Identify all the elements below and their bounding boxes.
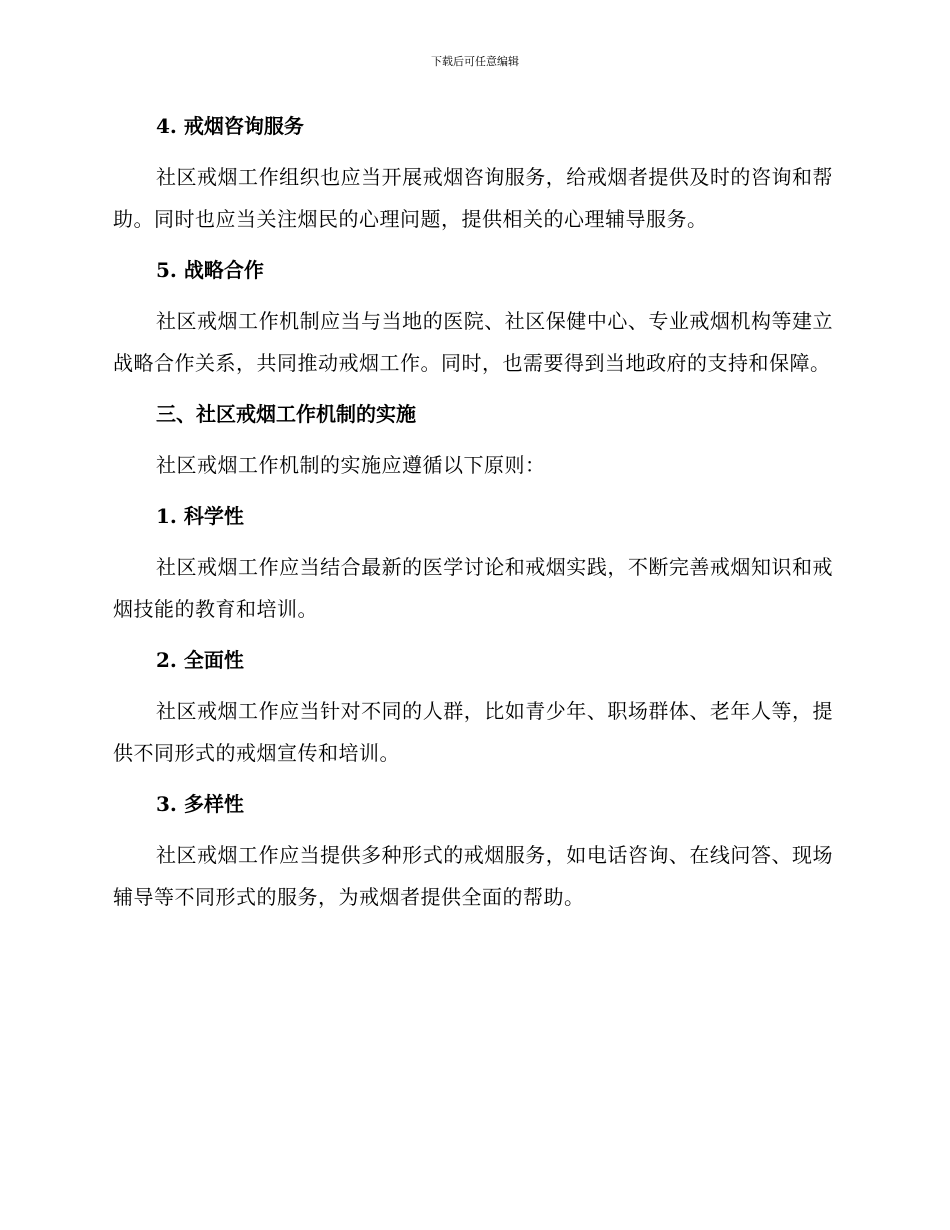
section-heading-cooperation: 5. 战略合作 [156,258,264,282]
paragraph-diversity: 社区戒烟工作应当提供多种形式的戒烟服务，如电话咨询、在线问答、现场辅导等不同形式的服务，为戒烟者提供全面的帮助。 [113,843,833,909]
section-heading-scientific: 1. 科学性 [156,504,244,528]
section-heading-comprehensive: 2. 全面性 [156,648,244,672]
paragraph-scientific: 社区戒烟工作应当结合最新的医学讨论和戒烟实践，不断完善戒烟知识和戒烟技能的教育和培训。 [113,555,833,621]
paragraph-principles-intro: 社区戒烟工作机制的实施应遵循以下原则： [156,453,546,477]
section-heading-diversity: 3. 多样性 [156,792,244,816]
chapter-heading-implementation: 三、社区戒烟工作机制的实施 [156,402,416,426]
section-heading-consulting: 4. 戒烟咨询服务 [156,114,304,138]
paragraph-comprehensive: 社区戒烟工作应当针对不同的人群，比如青少年、职场群体、老年人等，提供不同形式的戒烟宣传和培训。 [113,699,833,765]
page-header: 下载后可任意编辑 [431,55,519,68]
paragraph-consulting: 社区戒烟工作组织也应当开展戒烟咨询服务，给戒烟者提供及时的咨询和帮助。同时也应当关注烟民的心理问题，提供相关的心理辅导服务。 [113,165,833,231]
paragraph-cooperation: 社区戒烟工作机制应当与当地的医院、社区保健中心、专业戒烟机构等建立战略合作关系，共同推动戒烟工作。同时，也需要得到当地政府的支持和保障。 [113,309,833,375]
document-body [113,108,833,930]
